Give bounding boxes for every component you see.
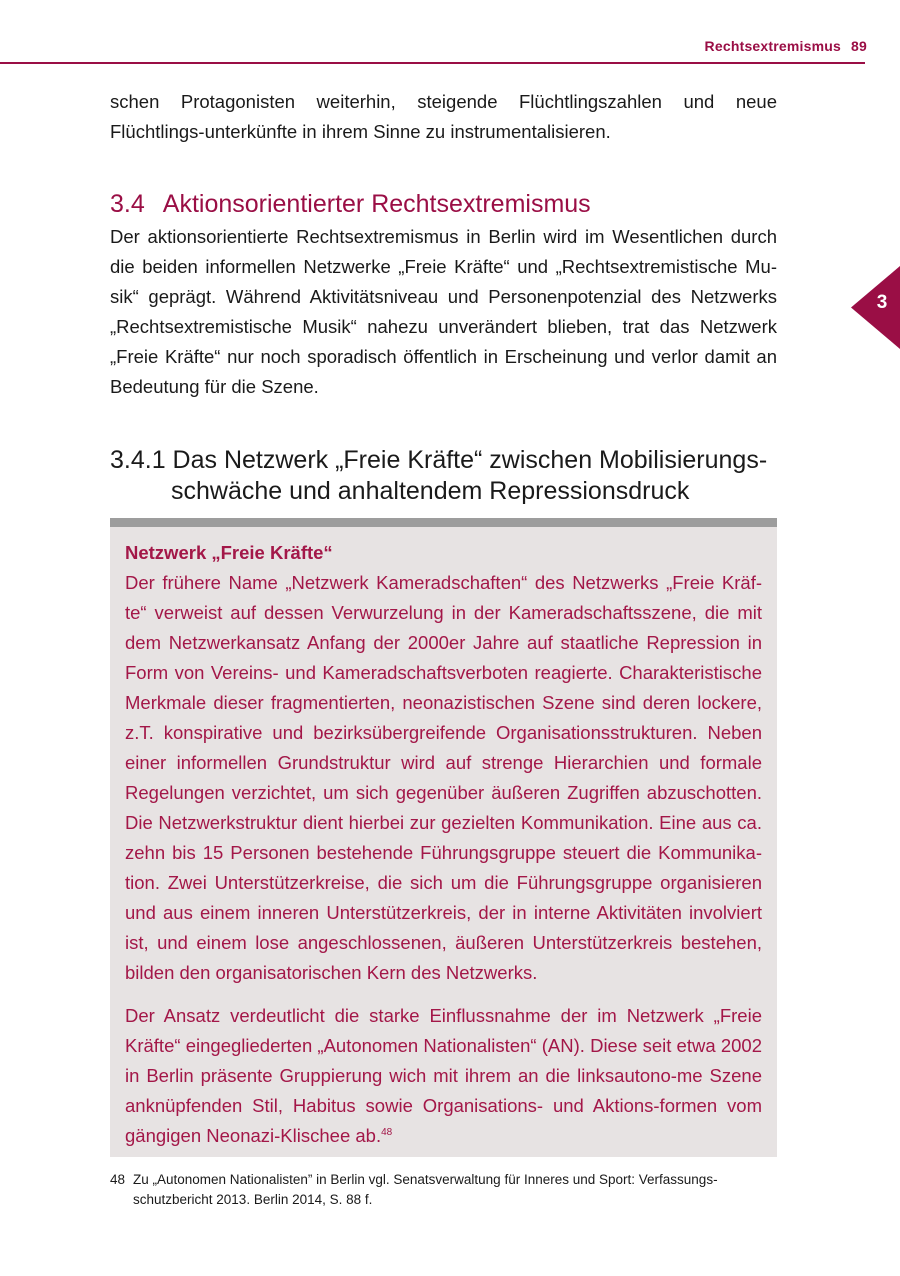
info-box-paragraph-1: Der frühere Name „Netzwerk Kameradschaften“ des Netzwerks „Freie Kräf-te“ verweist auf dessen Verwurzelung in der Kameradschaftsszene, die mit dem Netzwerkansatz Anfang der 2000er Jahre auf staatliche Repression in Form von Vereins- und Kameradschaftsverboten reagierte. Charakteristische Merkmale dieser fragmentierten, neonazistischen Szene sind deren lockere, z.T. konspirative und bezirksübergreifende Organisationsstrukturen. Neben einer informellen Grundstruktur wird auf strenge Hierarchien und formale Regelungen verzichtet, um sich gegenüber äußeren Zugriffen abzuschotten. Die Netzwerkstruktur dient hierbei zur gezielten Kommunikation. Eine aus ca. zehn bis 15 Personen bestehende Führungsgruppe steuert die Kommunika-tion. Zwei Unterstützerkreise, die sich um die Führungsgruppe organisieren und aus einem inneren Unterstützerkreis, der in interne Aktivitäten involviert ist, und einem lose angeschlossenen, äußeren Unterstützerkreis bestehen, bilden den organisatorischen Kern des Netzwerks.: [125, 572, 762, 983]
subsection-title-line1: 3.4.1 Das Netzwerk „Freie Kräfte“ zwischen Mobilisierungs-: [110, 446, 768, 474]
info-box: [110, 527, 777, 1157]
section-number: 3.4: [110, 190, 145, 218]
info-box-paragraph-2-text: Der Ansatz verdeutlicht die starke Einflussnahme der im Netzwerk „Freie Kräfte“ eingegliederten „Autonomen Nationalisten“ (AN). Diese seit etwa 2002 in Berlin präsente Gruppierung wich mit ihrem an die linksautono-me Szene anknüpfenden Stil, Habitus sowie Organisations- und Aktions-formen vom gängigen Neonazi-Klischee ab.: [125, 1005, 762, 1146]
footnote: [110, 1170, 770, 1210]
footnote-number: 48: [110, 1172, 126, 1187]
info-box-top-rule: [110, 518, 777, 527]
section-3-4-paragraph: Der aktionsorientierte Rechtsextremismus in Berlin wird im Wesentlichen durch die beiden informellen Netzwerke „Freie Kräfte“ und „Rechtsextremistische Mu-sik“ geprägt. Während Aktivitätsniveau und Personenpotenzial des Netzwerks „Rechtsextremistische Musik“ nahezu unverändert blieben, trat das Netzwerk „Freie Kräfte“ nur noch sporadisch öffentlich in Erscheinung und verlor damit an Bedeutung für die Szene.: [110, 226, 777, 397]
subsection-title-line2: schwäche und anhaltendem Repressionsdruck: [171, 477, 690, 505]
section-heading-3-4: [110, 190, 591, 219]
subsection-heading-3-4-1: [110, 445, 810, 507]
section-title: Aktionsorientierter Rechtsextremismus: [162, 190, 591, 218]
footnote-text: Zu „Autonomen Nationalisten” in Berlin vgl. Senatsverwaltung für Inneres und Sport: Verfassungs-schutzbericht 2013. Berlin 2014, S. 88 f.: [133, 1172, 718, 1207]
header-rule: [0, 62, 865, 64]
chapter-tab-label: 3: [876, 292, 888, 313]
footnote-reference[interactable]: 48: [381, 1126, 393, 1138]
page-number: 89: [851, 38, 867, 54]
info-box-paragraph-2: [125, 1001, 762, 1151]
info-box-content: [125, 539, 762, 1151]
header-section-title: Rechtsextremismus: [704, 38, 842, 54]
info-box-title: Netzwerk „Freie Kräfte“: [125, 542, 333, 563]
intro-paragraph: schen Protagonisten weiterhin, steigende Flüchtlingszahlen und neue Flüchtlings-unterkünfte in ihrem Sinne zu instrumentalisieren.: [110, 91, 777, 142]
running-header: [705, 38, 867, 54]
